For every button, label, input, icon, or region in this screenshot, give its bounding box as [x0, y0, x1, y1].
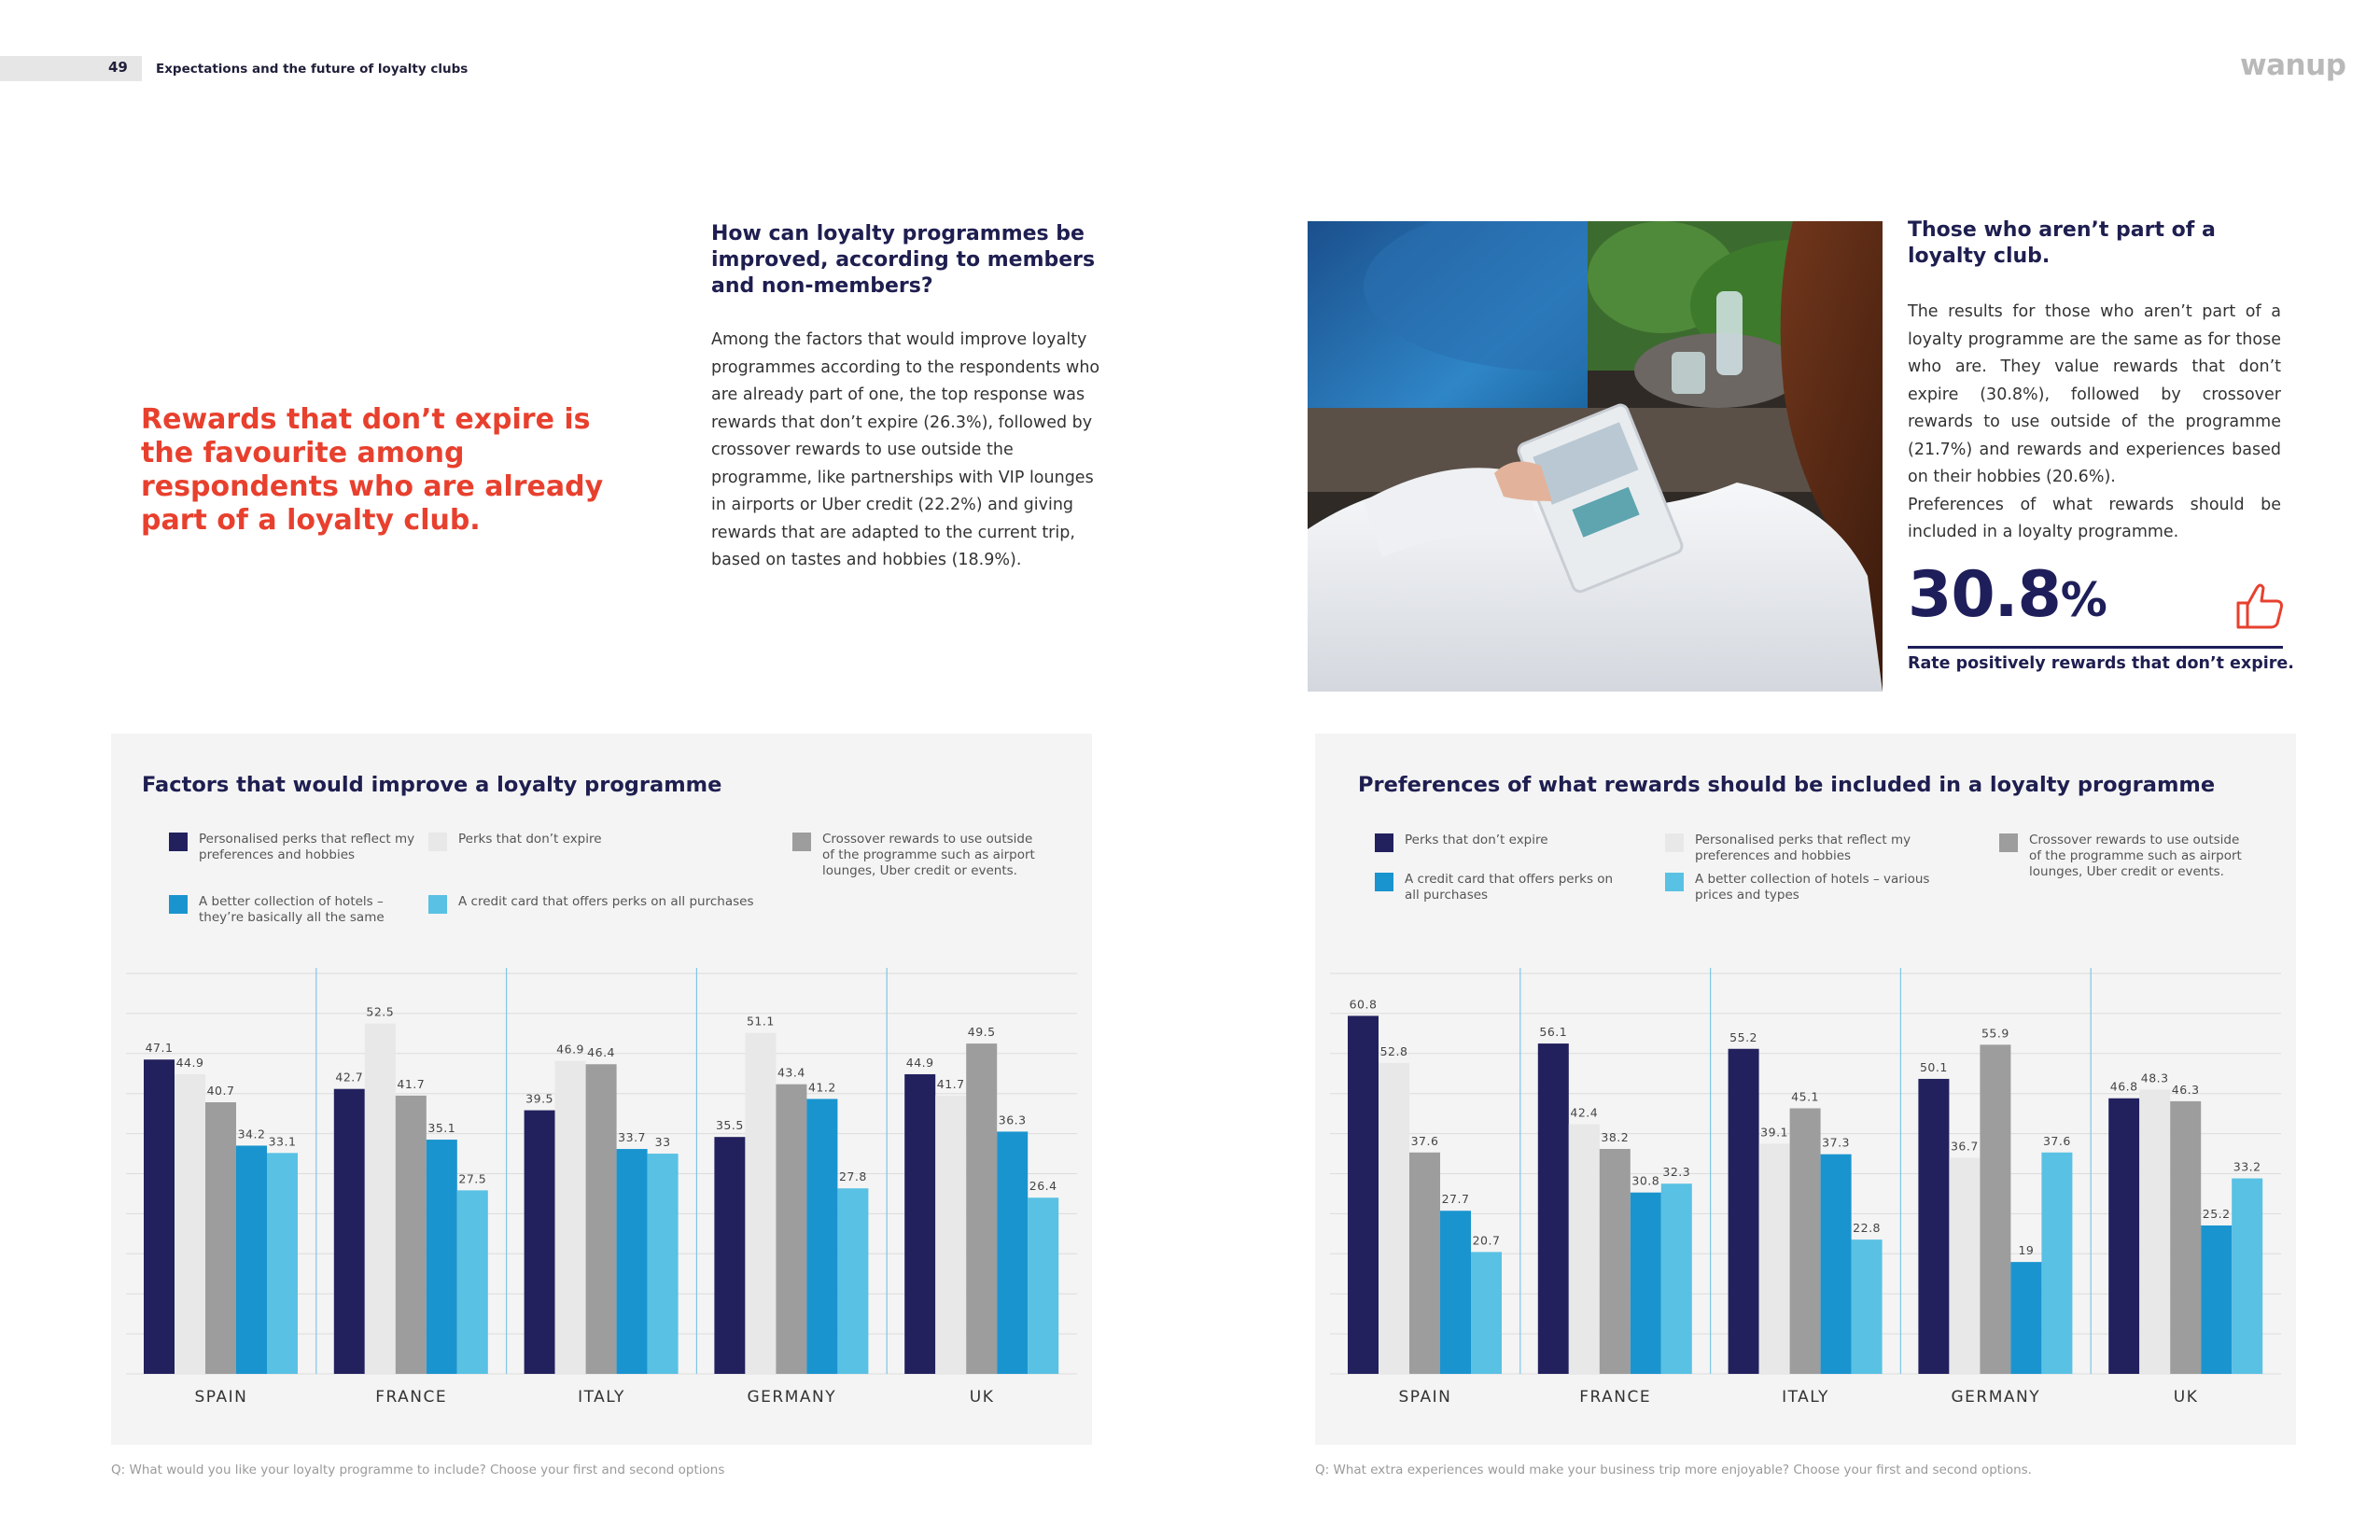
bar-value-label: 37.6	[1410, 1133, 1439, 1148]
bar-value-label: 22.8	[1853, 1221, 1882, 1236]
bar	[2139, 1089, 2170, 1374]
chart-panel-preferences	[1315, 734, 2296, 1445]
bar	[144, 1059, 175, 1374]
bar	[396, 1096, 427, 1374]
bar	[1440, 1211, 1471, 1374]
bar	[1790, 1108, 1821, 1374]
bar-value-label: 42.4	[1570, 1105, 1599, 1120]
legend-label: Perks that don’t expire	[1405, 833, 1548, 847]
bar	[714, 1137, 745, 1374]
bar-value-label: 30.8	[1631, 1173, 1660, 1188]
bar-value-label: 41.7	[936, 1076, 965, 1091]
bar	[427, 1140, 457, 1374]
bar-value-label: 46.9	[556, 1042, 585, 1057]
legend-label: Perks that don’t expire	[458, 832, 602, 847]
bar-value-label: 27.5	[458, 1171, 487, 1186]
bar-value-label: 60.8	[1349, 997, 1378, 1012]
legend-label: Crossover rewards to use outside of the programme such as airport lounges, Uber credit or events.	[822, 832, 1035, 878]
bar-value-label: 38.2	[1601, 1130, 1630, 1145]
bar	[1348, 1015, 1379, 1374]
legend-label: A credit card that offers perks on all purchases	[1405, 872, 1614, 903]
legend-label: Crossover rewards to use outside of the programme such as airport lounges, Uber credit or events.	[2029, 833, 2242, 879]
legend-label: A better collection of hotels – various prices and types	[1695, 872, 1930, 903]
bar	[1538, 1043, 1569, 1374]
bar-value-label: 44.9	[905, 1055, 934, 1070]
category-label: SPAIN	[1398, 1388, 1452, 1407]
bar-value-label: 46.8	[2109, 1079, 2138, 1094]
bar	[935, 1096, 966, 1374]
bar-value-label: 32.3	[1662, 1165, 1691, 1180]
bar	[555, 1061, 586, 1374]
section-title: Expectations and the future of loyalty clubs	[156, 62, 469, 77]
bar	[365, 1024, 396, 1374]
bar-value-label: 43.4	[777, 1065, 805, 1080]
bar	[1661, 1183, 1692, 1374]
photo-woman-with-tablet	[1308, 221, 1883, 692]
category-label: GERMANY	[1951, 1388, 2041, 1407]
category-label: UK	[969, 1388, 995, 1407]
bar	[1569, 1125, 1600, 1374]
bar-value-label: 33.1	[268, 1134, 297, 1149]
bar	[648, 1154, 679, 1374]
bar-value-label: 48.3	[2140, 1071, 2169, 1085]
legend-label: A credit card that offers perks on all purchases	[458, 894, 754, 909]
bar	[205, 1102, 236, 1374]
bar	[2201, 1225, 2232, 1374]
stat-number: 30.8	[1908, 558, 2061, 632]
chart-question: Q: What extra experiences would make your business trip more enjoyable? Choose your first and second options.	[1315, 1463, 2032, 1477]
bar	[2108, 1099, 2139, 1374]
bar	[2010, 1262, 2041, 1374]
chart-title: Factors that would improve a loyalty programme	[142, 773, 722, 797]
nonmembers-paragraph-2: Preferences of what rewards should be included in a loyalty programme.	[1908, 495, 2281, 541]
bar-value-label: 33.7	[618, 1130, 647, 1145]
bar	[1949, 1157, 1980, 1374]
bar	[1379, 1063, 1409, 1374]
bar-value-label: 26.4	[1029, 1179, 1057, 1194]
bar-value-label: 49.5	[967, 1025, 996, 1040]
category-label: ITALY	[1782, 1388, 1829, 1407]
bar-value-label: 51.1	[746, 1014, 775, 1029]
bar-value-label: 37.6	[2042, 1133, 2071, 1148]
bar-value-label: 34.2	[237, 1127, 266, 1141]
bar-value-label: 36.3	[998, 1113, 1027, 1127]
bar	[904, 1074, 935, 1374]
category-label: SPAIN	[194, 1388, 248, 1407]
bar	[1821, 1155, 1852, 1374]
bar-value-label: 41.7	[397, 1076, 426, 1091]
bar-value-label: 27.7	[1441, 1192, 1470, 1207]
chart-preferences	[1315, 734, 2296, 1445]
bar-value-label: 37.3	[1822, 1135, 1851, 1150]
bar	[1980, 1044, 2010, 1374]
category-label: GERMANY	[747, 1388, 837, 1407]
bar-value-label: 25.2	[2202, 1207, 2231, 1222]
bar	[1729, 1049, 1759, 1374]
bar	[334, 1089, 365, 1374]
bar-value-label: 20.7	[1472, 1233, 1501, 1248]
bar	[2170, 1101, 2201, 1374]
page-number: 49	[108, 59, 128, 76]
legend-label: Personalised perks that reflect my preferences and hobbies	[199, 832, 415, 862]
bar	[2232, 1179, 2262, 1374]
bar	[997, 1131, 1028, 1374]
bar-value-label: 45.1	[1791, 1089, 1820, 1104]
bar-value-label: 52.5	[366, 1004, 395, 1019]
category-label: FRANCE	[375, 1388, 448, 1407]
bar-value-label: 35.5	[715, 1118, 744, 1133]
bar	[2041, 1153, 2072, 1374]
bar	[175, 1074, 205, 1374]
bar	[745, 1033, 776, 1374]
stat-unit: %	[2060, 573, 2107, 627]
bar-value-label: 33	[654, 1135, 671, 1150]
bar-value-label: 27.8	[838, 1169, 867, 1184]
bar	[1759, 1143, 1790, 1374]
callout-heading: Rewards that don’t expire is the favourite among respondents who are already part of a loyalty club.	[141, 403, 604, 537]
bar	[617, 1149, 648, 1374]
bar	[457, 1190, 488, 1374]
bar-value-label: 41.2	[807, 1080, 836, 1095]
bar	[1471, 1252, 1502, 1374]
chart-title: Preferences of what rewards should be included in a loyalty programme	[1358, 773, 2216, 797]
bar	[1631, 1193, 1661, 1374]
legend-label: Personalised perks that reflect my preferences and hobbies	[1695, 833, 1911, 863]
bar-value-label: 40.7	[206, 1083, 235, 1098]
stat-divider	[1908, 646, 2283, 649]
chart-question: Q: What would you like your loyalty programme to include? Choose your first and second options	[111, 1463, 725, 1477]
bar	[586, 1064, 617, 1374]
bar-value-label: 52.8	[1379, 1043, 1408, 1058]
chart-panel-factors	[111, 734, 1092, 1445]
bar-value-label: 33.2	[2233, 1159, 2261, 1174]
bar	[806, 1099, 837, 1374]
bar-value-label: 50.1	[1919, 1059, 1948, 1074]
bar-value-label: 42.7	[335, 1070, 364, 1085]
chart-factors	[111, 734, 1092, 1445]
nonmembers-paragraph: The results for those who aren’t part of a loyalty programme are the same as for those who are. They value rewards that don’t expire (30.8%), followed by crossover rewards to use outside of the programme (21.7%) and rewards and experiences based on their hobbies (20.6%).	[1908, 302, 2281, 486]
wanup-logo: wanup	[2240, 49, 2346, 82]
bar-value-label: 36.7	[1950, 1139, 1979, 1154]
bar	[966, 1043, 997, 1374]
bar	[1028, 1197, 1058, 1374]
bar	[236, 1145, 267, 1374]
bar	[1600, 1149, 1631, 1374]
legend-label: A better collection of hotels – they’re basically all the same	[199, 894, 385, 925]
bar	[1409, 1153, 1440, 1374]
nonmembers-title: Those who aren’t part of a loyalty club.	[1908, 218, 2216, 268]
bar	[837, 1188, 868, 1374]
bar-value-label: 55.9	[1981, 1026, 2009, 1041]
bar-value-label: 19	[2018, 1243, 2035, 1258]
improve-title: How can loyalty programmes be improved, according to members and non-members?	[711, 222, 1096, 298]
bar	[776, 1085, 806, 1374]
improve-body: Among the factors that would improve loyalty programmes according to the respondents who are already part of one, the top response was rewards that don’t expire (26.3%), followed by crossover rewards to use outside the programme, like partnerships with VIP lounges in airports or Uber credit (22.2%) and giving rewards that are adapted to the current trip, based on tastes and hobbies (18.9%).	[711, 330, 1100, 569]
bar-value-label: 39.5	[525, 1091, 554, 1106]
bar-value-label: 44.9	[175, 1055, 204, 1070]
category-label: FRANCE	[1579, 1388, 1652, 1407]
category-label: UK	[2173, 1388, 2199, 1407]
nonmembers-body	[1908, 299, 2281, 547]
stat-value	[1908, 558, 2107, 632]
bar-value-label: 35.1	[427, 1121, 456, 1136]
bar	[267, 1153, 298, 1374]
category-label: ITALY	[578, 1388, 625, 1407]
bar-value-label: 46.4	[587, 1045, 616, 1060]
thumbs-up-icon	[2233, 579, 2287, 633]
stat-caption: Rate positively rewards that don’t expire.	[1908, 654, 2294, 673]
bar-value-label: 46.3	[2171, 1082, 2200, 1097]
bar-value-label: 47.1	[145, 1041, 174, 1056]
bar-value-label: 55.2	[1729, 1029, 1758, 1044]
bar	[1852, 1239, 1883, 1374]
bar	[1918, 1079, 1949, 1374]
bar	[525, 1111, 555, 1374]
bar-value-label: 39.1	[1760, 1125, 1789, 1140]
bar-value-label: 56.1	[1539, 1025, 1568, 1040]
